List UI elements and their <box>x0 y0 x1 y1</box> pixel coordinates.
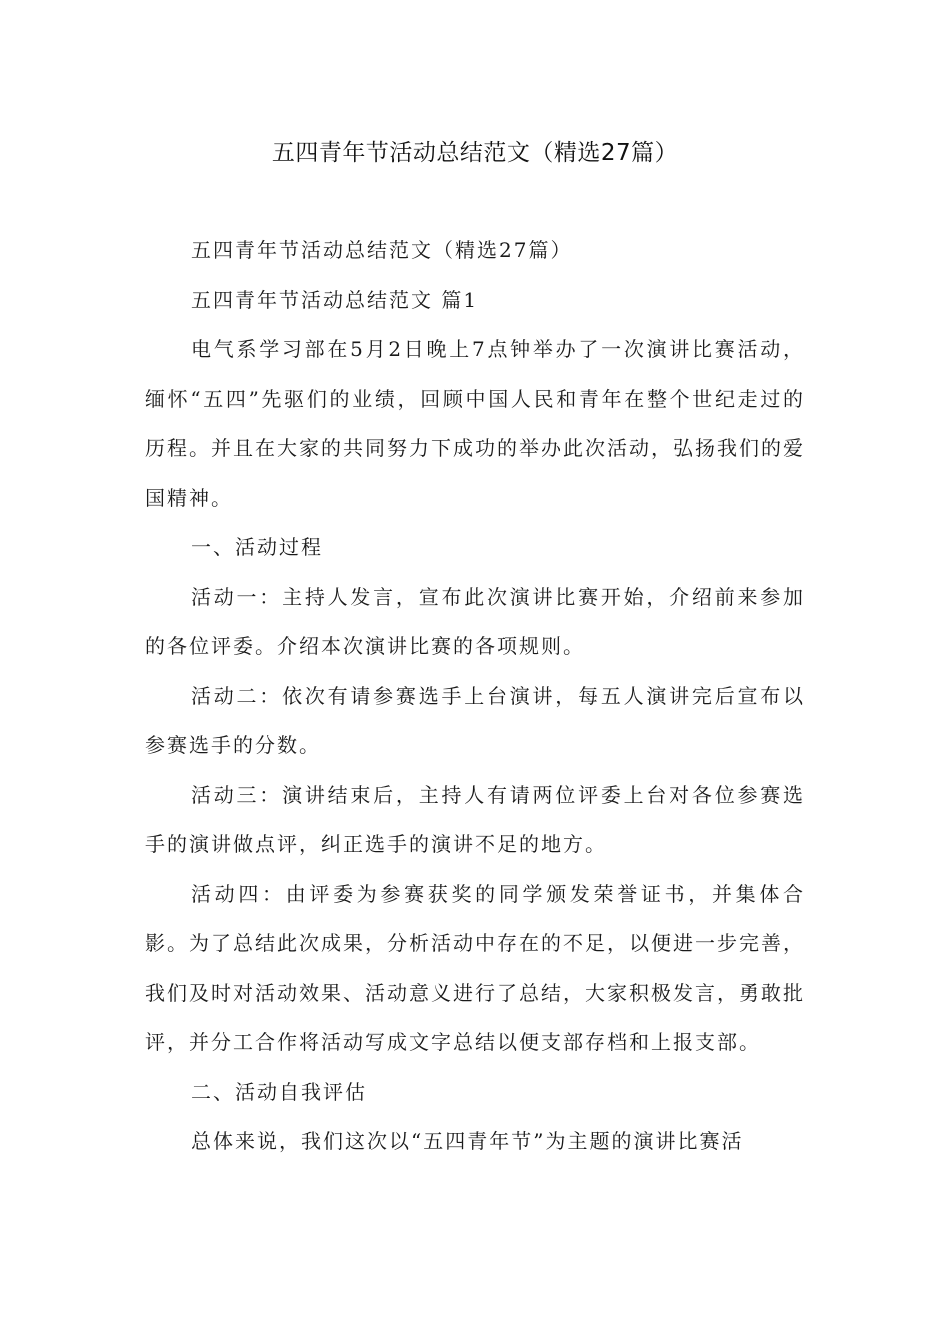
paragraph-section-heading: 一、活动过程 <box>191 535 323 559</box>
paragraph: 总体来说，我们这次以“五四青年节”为主题的演讲比赛活 <box>191 1129 744 1153</box>
paragraph-section-label: 五四青年节活动总结范文 篇1 <box>191 287 479 312</box>
paragraph-heading: 五四青年节活动总结范文（精选27篇） <box>191 238 573 262</box>
paragraph: 电气系学习部在5月2日晚上7点钟举办了一次演讲比赛活动，缅怀“五四”先驱们的业绩，回顾中国人民和青年在整个世纪走过的历程。并且在大家的共同努力下成功的举办此次活动，弘扬我们的爱国精神。 <box>145 337 805 510</box>
document-body <box>145 226 805 1167</box>
paragraph: 活动三：演讲结束后，主持人有请两位评委上台对各位参赛选手的演讲做点评，纠正选手的演讲不足的地方。 <box>145 782 805 856</box>
paragraph: 活动四：由评委为参赛获奖的同学颁发荣誉证书，并集体合影。为了总结此次成果，分析活动中存在的不足，以便进一步完善，我们及时对活动效果、活动意义进行了总结，大家积极发言，勇敢批评，并分工合作将活动写成文字总结以便支部存档和上报支部。 <box>145 881 805 1054</box>
paragraph: 活动一：主持人发言，宣布此次演讲比赛开始，介绍前来参加的各位评委。介绍本次演讲比赛的各项规则。 <box>145 584 805 658</box>
document-title: 五四青年节活动总结范文（精选27篇） <box>271 140 679 166</box>
paragraph: 活动二：依次有请参赛选手上台演讲，每五人演讲完后宣布以参赛选手的分数。 <box>145 683 805 757</box>
paragraph-section-heading: 二、活动自我评估 <box>191 1079 367 1104</box>
